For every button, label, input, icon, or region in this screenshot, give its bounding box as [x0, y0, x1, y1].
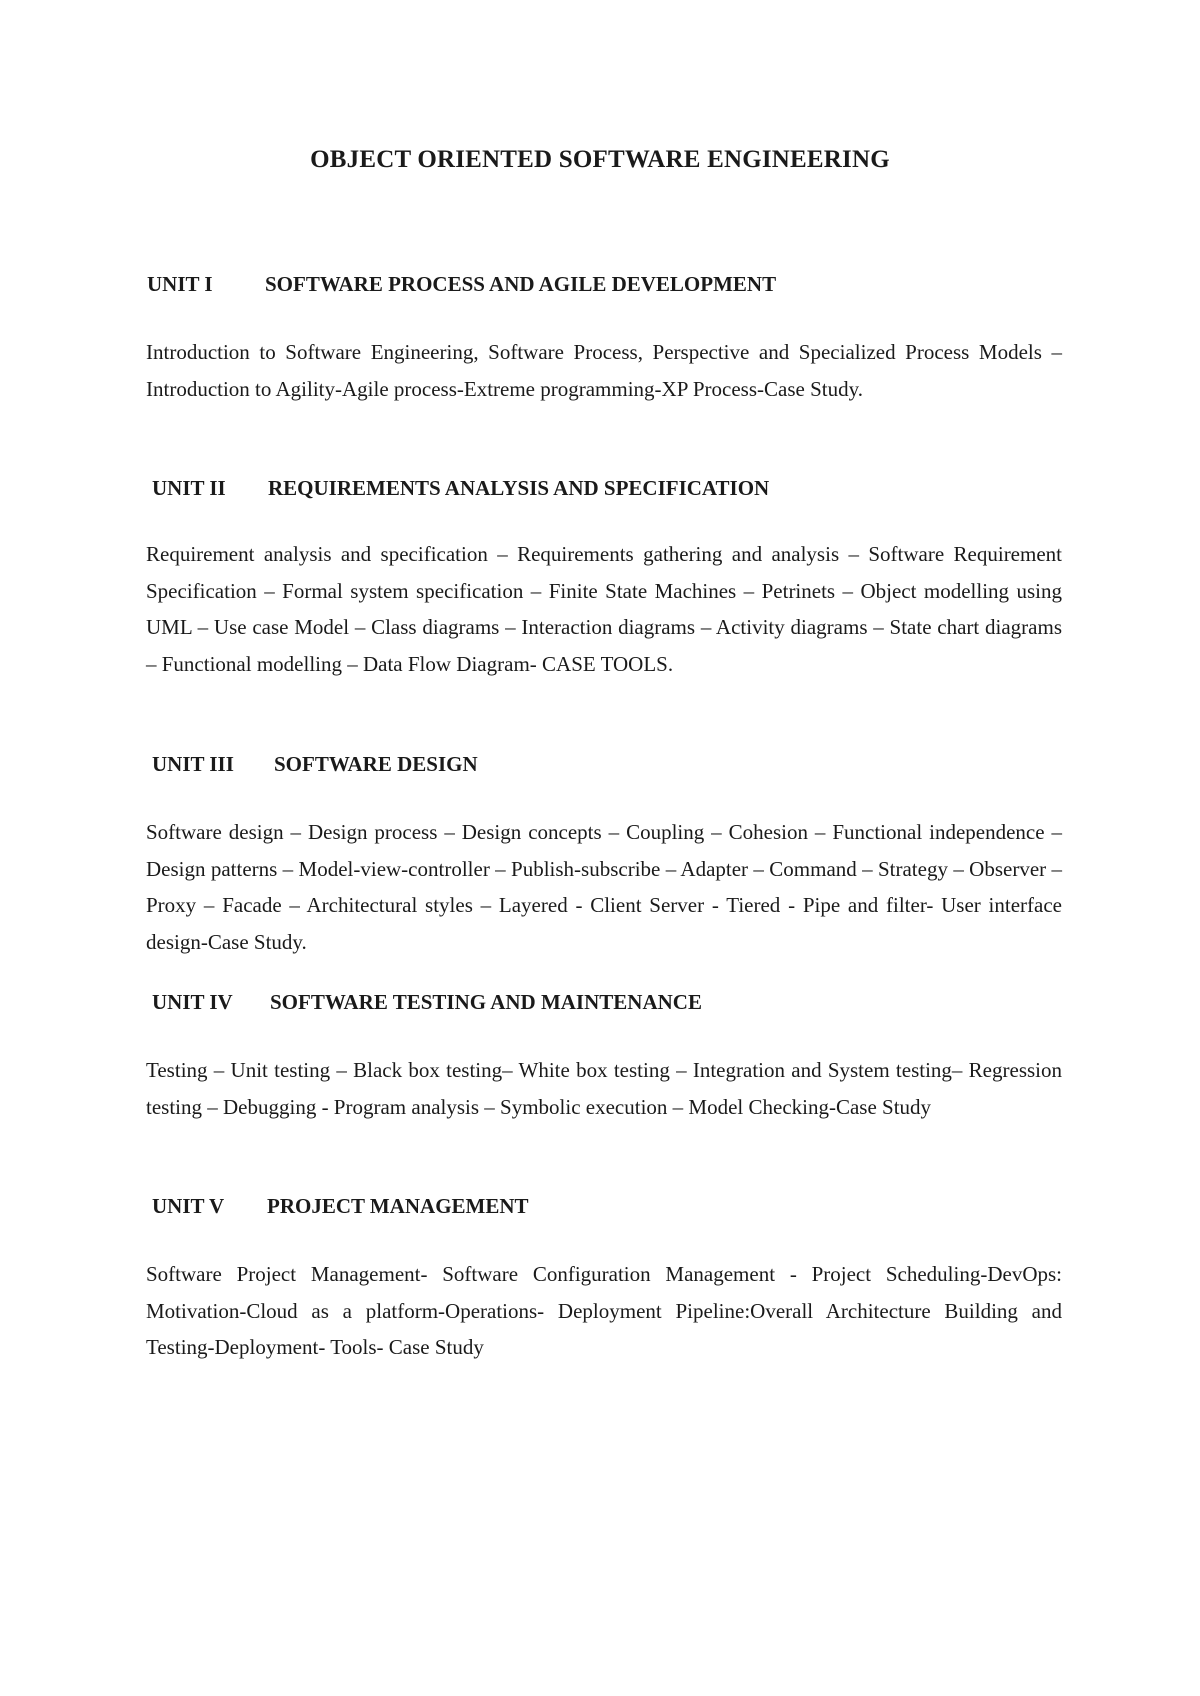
unit-1-heading: [147, 272, 776, 297]
unit-5-content: Software Project Management- Software Configuration Management - Project Scheduling-DevOps: Motivation-Cloud as a platform-Operations- Deployment Pipeline:Overall Architecture Building and Testing-Deployment- Tools- Case Study: [146, 1262, 1062, 1359]
unit-3-number: UNIT III: [152, 752, 234, 776]
unit-2-heading: [152, 476, 769, 501]
unit-3-heading: [152, 752, 478, 777]
document-title: OBJECT ORIENTED SOFTWARE ENGINEERING: [310, 146, 890, 173]
unit-5-name: PROJECT MANAGEMENT: [267, 1194, 529, 1218]
unit-5-heading: [152, 1194, 529, 1219]
unit-1-number: UNIT I: [147, 272, 213, 296]
unit-5-number: UNIT V: [152, 1194, 225, 1218]
unit-1-name: SOFTWARE PROCESS AND AGILE DEVELOPMENT: [265, 272, 777, 296]
unit-4-heading: [152, 990, 702, 1015]
unit-2-number: UNIT II: [152, 476, 226, 500]
unit-4-content: Testing – Unit testing – Black box testing– White box testing – Integration and System testing– Regression testing – Debugging - Program analysis – Symbolic execution – Model Checking-Case Study: [146, 1058, 1062, 1119]
unit-2-name: REQUIREMENTS ANALYSIS AND SPECIFICATION: [268, 476, 770, 500]
unit-4-name: SOFTWARE TESTING AND MAINTENANCE: [270, 990, 702, 1014]
unit-3-name: SOFTWARE DESIGN: [274, 752, 478, 776]
unit-4-number: UNIT IV: [152, 990, 233, 1014]
unit-3-content: Software design – Design process – Design concepts – Coupling – Cohesion – Functional independence – Design patterns – Model-view-controller – Publish-subscribe – Adapter – Command – Strategy – Observer – Proxy – Facade – Architectural styles – Layered - Client Server - Tiered - Pipe and filter- User interface design-Case Study.: [146, 820, 1062, 954]
unit-1-content: Introduction to Software Engineering, Software Process, Perspective and Specialized Process Models –Introduction to Agility-Agile process-Extreme programming-XP Process-Case Study.: [146, 340, 1062, 401]
unit-2-content: Requirement analysis and specification – Requirements gathering and analysis – Software Requirement Specification – Formal system specification – Finite State Machines – Petrinets – Object modelling using UML – Use case Model – Class diagrams – Interaction diagrams – Activity diagrams – State chart diagrams – Functional modelling – Data Flow Diagram- CASE TOOLS.: [146, 542, 1062, 676]
